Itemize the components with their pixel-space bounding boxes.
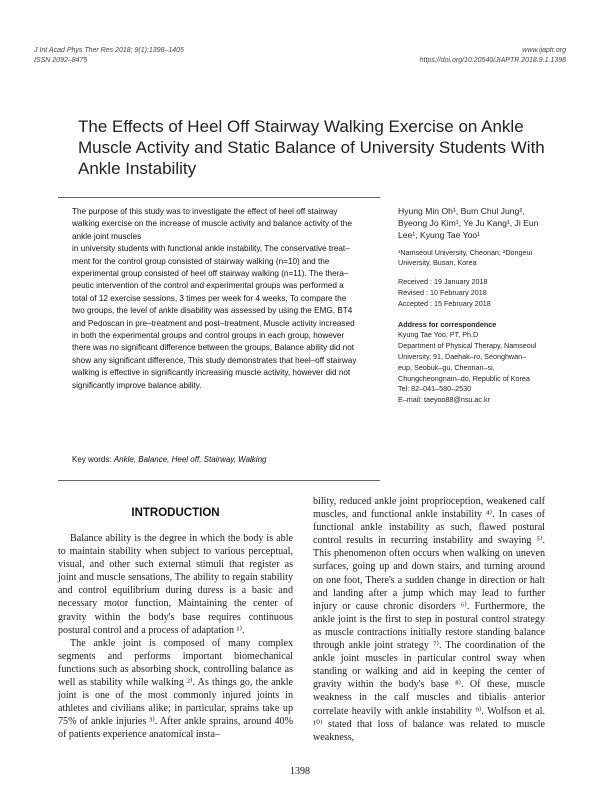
affiliation-line: University, Busan, Korea <box>398 258 477 268</box>
abstract-line: there was no significant difference between the groups, Balance ability did not <box>72 343 355 353</box>
body-paragraph: The ankle joint is composed of many complex segments and performs important biomechanical functions such as absorbing shock, controlling balance as well as stability while walking ²⁾. As things go, the ankle joint is one of the most commonly injured joints in athletes and civilians alike; in particular, sprains take up 75% of ankle injuries ³⁾. After ankle sprains, around 40% of patients experience anatomical insta– <box>58 637 293 741</box>
author-list <box>398 205 550 242</box>
abstract-line: walking is effective in significantly increasing muscle activity, however did not <box>72 368 351 378</box>
correspondence-line: Kyung Tae Yoo, PT, Ph.D <box>398 330 479 340</box>
keywords-list: Ankle, Balance, Heel off, Stairway, Walking <box>113 455 267 464</box>
abstract-line: experimental group consisted of heel off stairway walking (n=11). The thera– <box>72 269 349 279</box>
abstract-line: peutic intervention of the control and experimental groups was performed a <box>72 281 344 291</box>
correspondence-line: Chungcheongnam–do, Republic of Korea <box>398 373 530 383</box>
correspondence-line: eup, Seobuk–gu, Cheonan–si, <box>398 362 495 372</box>
revised-date: Revised : 10 February 2018 <box>398 288 487 297</box>
author-sidebar <box>398 205 550 406</box>
abstract-line: total of 12 exercise sessions, 3 times per week for 4 weeks, To compare the <box>72 293 347 303</box>
author-line: Byeong Jo Kim¹, Ye Ju Kang¹, Ji Eun <box>398 218 539 229</box>
correspondence-line: University, 91, Daehak–ro, Seonghwan– <box>398 351 527 361</box>
abstract-line: show any significant difference, This study demonstrates that heel–off stairway <box>72 355 357 365</box>
article-title: The Effects of Heel Off Stairway Walking Exercise on Ankle Muscle Activity and Static Balance of University Students With Ankle Instability <box>78 117 545 178</box>
running-header-left <box>34 46 184 66</box>
abstract-line: ment for the control group consisted of stairway walking (n=10) and the <box>72 256 330 266</box>
keywords <box>72 455 266 464</box>
abstract-line: in both the experimental groups and control groups in each group, however <box>72 331 345 341</box>
doi-link[interactable]: https://doi.org/10.20540/JIAPTR.2018.9.1.1398 <box>419 57 566 64</box>
correspondence-heading: Address for correspondence <box>398 319 497 329</box>
author-line: Lee¹, Kyung Tae Yoo¹ <box>398 230 481 241</box>
abstract-line: significantly improve balance ability. <box>72 380 202 390</box>
accepted-date: Accepted : 15 February 2018 <box>398 298 491 308</box>
abstract-line: walking exercise on the increase of muscle activity and balance activity of the <box>72 219 352 229</box>
correspondence <box>398 320 550 406</box>
correspondence-email[interactable]: E–mail: taeyoo88@nsu.ac.kr <box>398 395 490 405</box>
page-number: 1398 <box>290 766 310 777</box>
abstract-line: The purpose of this study was to investigate the effect of heel off stairway <box>72 207 338 216</box>
affiliation-line: ¹Namseoul University, Cheonan; ²Dongeui <box>398 247 533 257</box>
keywords-label: Key words: <box>72 455 112 464</box>
abstract <box>72 206 368 392</box>
affiliations <box>398 248 550 270</box>
body-paragraph: bility, reduced ankle joint proprioception, weakened calf muscles, and functional ankle instability ⁴⁾. In cases of functional ankle instability as such, flawed postural control results in recurring instability and swaying ⁵⁾. This phenomenon often occurs when walking on uneven surfaces, going up and down stairs, and turning around on one foot, There's a sudden change in direction or halt and landing after a jump which may lead to further injury or cause chronic disorders ⁶⁾. Furthermore, the ankle joint is the first to step in postural control strategy as muscle contractions initially restore standing balance through ankle joint strategy ⁷⁾. The coordination of the ankle joint muscles in particular control sway when standing or walking and aid in keeping the center of gravity within the body's base ⁸⁾. Of these, muscle weakness in the calf muscles and tibialis anterior correlate heavily with ankle instability ⁹⁾. Wolfson et al. ¹⁰⁾ stated that loss of balance was related to muscle weakness, <box>313 496 545 743</box>
article-dates <box>398 277 550 309</box>
issn: ISSN 2092–8475 <box>34 57 88 64</box>
body-column-left <box>58 532 293 742</box>
abstract-line: in university students with functional ankle instability, The conservative treat– <box>72 244 350 254</box>
body-column-right <box>313 495 545 744</box>
abstract-line: ankle joint muscles <box>72 231 142 241</box>
journal-citation: J Int Acad Phys Ther Res 2018; 9(1):1398–1405 <box>34 47 184 54</box>
received-date: Received : 19 January 2018 <box>398 277 488 287</box>
abstract-line: two groups, the level of ankle disability was assessed by using the EMG, BT4 <box>72 306 353 316</box>
correspondence-line: Tel: 82–041–580–2530 <box>398 384 472 394</box>
journal-website-link[interactable]: www.ijaptr.org <box>522 47 566 54</box>
abstract-line: and Pedoscan in pre–treatment and post–treatment, Muscle activity increased <box>72 318 355 328</box>
author-line: Hyung Min Oh¹, Bum Chul Jung², <box>398 206 525 216</box>
correspondence-line: Department of Physical Therapy, Namseoul <box>398 341 537 351</box>
running-header-right <box>420 46 566 66</box>
body-paragraph: Balance ability is the degree in which the body is able to maintain stability when subject to various perceptual, visual, and other such external stimuli that register as joint and muscle sensations, The ability to regain stability and control equilibrium during duress is a basic and necessary motor function, Maintaining the center of gravity within the body's base requires continuous postural control and a process of adaptation ¹⁾. <box>58 533 293 636</box>
section-heading-introduction: INTRODUCTION <box>131 507 220 519</box>
